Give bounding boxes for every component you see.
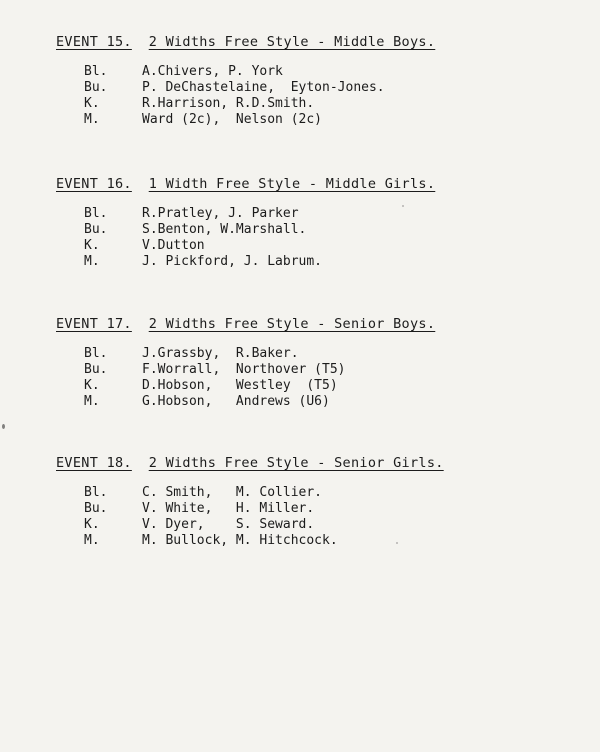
house-code: Bl. [84,206,108,221]
swimmer-names: C. Smith, M. Collier. [142,485,323,500]
house-code: Bu. [84,80,108,95]
entry-row [84,485,556,501]
entry-row [84,96,556,112]
swimmer-names: R.Harrison, R.D.Smith. [142,96,315,111]
swimmer-names: J.Grassby, R.Baker. [142,346,299,361]
entry-row [84,501,556,517]
entry-row [84,362,556,378]
house-code: Bu. [84,501,108,516]
entry-row [84,346,556,362]
entry-row [84,378,556,394]
event-number: EVENT 15. [56,34,132,50]
entry-row [84,394,556,410]
house-code: M. [84,112,100,127]
swimmer-names: G.Hobson, Andrews (U6) [142,394,330,409]
entry-row [84,533,556,549]
house-code: Bl. [84,485,108,500]
swimmer-names: F.Worrall, Northover (T5) [142,362,346,377]
event-16 [56,176,556,270]
entry-list [84,206,556,270]
swimmer-names: V. Dyer, S. Seward. [142,517,315,532]
entry-list [84,485,556,549]
house-code: K. [84,517,100,532]
house-code: Bl. [84,64,108,79]
event-title: 2 Widths Free Style - Senior Girls. [148,455,444,471]
entry-row [84,517,556,533]
swimmer-names: J. Pickford, J. Labrum. [142,254,323,269]
entry-row [84,206,556,222]
event-heading [56,34,556,50]
entry-row [84,238,556,254]
house-code: M. [84,394,100,409]
house-code: M. [84,533,100,548]
house-code: Bl. [84,346,108,361]
entry-row [84,254,556,270]
house-code: M. [84,254,100,269]
swimmer-names: Ward (2c), Nelson (2c) [142,112,323,127]
event-number: EVENT 16. [56,176,132,192]
event-title: 2 Widths Free Style - Middle Boys. [148,34,436,50]
event-title: 2 Widths Free Style - Senior Boys. [148,316,436,332]
swimmer-names: P. DeChastelaine, Eyton-Jones. [142,80,385,95]
event-heading [56,176,556,192]
house-code: Bu. [84,222,108,237]
event-title: 1 Width Free Style - Middle Girls. [148,176,436,192]
entry-list [84,346,556,410]
entry-row [84,112,556,128]
entry-row [84,222,556,238]
entry-row [84,80,556,96]
swimmer-names: V. White, H. Miller. [142,501,315,516]
paper-speck [402,205,404,207]
event-18 [56,455,556,549]
event-15 [56,34,556,128]
swimmer-names: V.Dutton [142,238,205,253]
swimmer-names: D.Hobson, Westley (T5) [142,378,338,393]
swimmer-names: M. Bullock, M. Hitchcock. [142,533,338,548]
paper-speck [396,542,398,544]
house-code: K. [84,96,100,111]
entry-list [84,64,556,128]
event-number: EVENT 17. [56,316,132,332]
house-code: K. [84,238,100,253]
house-code: K. [84,378,100,393]
swimmer-names: A.Chivers, P. York [142,64,283,79]
event-17 [56,316,556,410]
swimmer-names: S.Benton, W.Marshall. [142,222,307,237]
event-heading [56,316,556,332]
house-code: Bu. [84,362,108,377]
swimmer-names: R.Pratley, J. Parker [142,206,299,221]
event-heading [56,455,556,471]
entry-row [84,64,556,80]
paper-speck [2,424,5,429]
event-number: EVENT 18. [56,455,132,471]
